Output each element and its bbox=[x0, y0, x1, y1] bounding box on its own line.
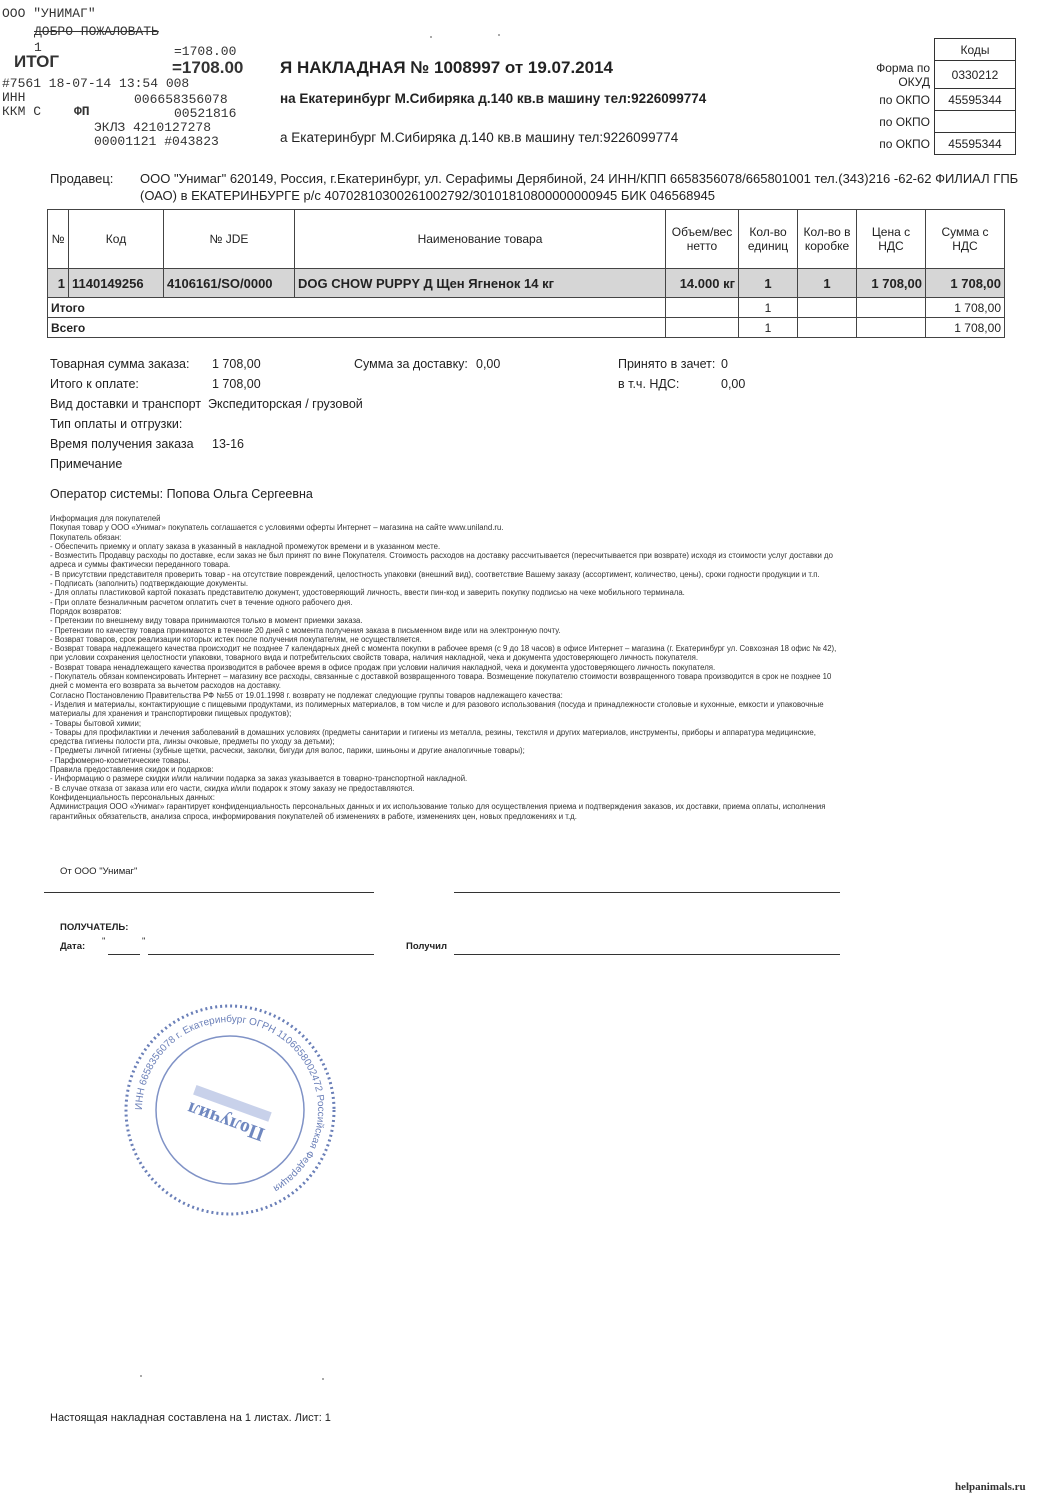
payment-type-label: Тип оплаты и отгрузки: bbox=[50, 417, 183, 431]
subtotal-row bbox=[48, 298, 1005, 318]
receipt-kkm: 00521816 bbox=[174, 106, 237, 121]
system-operator: Оператор системы: Попова Ольга Сергеевна bbox=[50, 487, 313, 501]
col-header-qty: Кол-во единиц bbox=[739, 210, 798, 269]
buyer-information bbox=[50, 514, 990, 821]
row-qty: 1 bbox=[739, 269, 798, 298]
info-line: - Покупатель обязан компенсировать Интернет – магазину все расходы, связанные с доставкой возвращенного товара. Возмещение покупателю стоимости возвращенного товара производится в срок не позднее 10 bbox=[50, 672, 832, 682]
okpo-label-3: по ОКПО bbox=[879, 136, 930, 151]
vat-label: в т.ч. НДС: bbox=[618, 377, 680, 391]
receipt-company: ООО "УНИМАГ" bbox=[2, 6, 96, 21]
info-line: - Возврат товара ненадлежащего качества производится в рабочее время в офисе продаж при условии наличия накладной, чека и документа удостоверяющего личность покупателя. bbox=[50, 662, 716, 672]
receipt-welcome: ДОБРО ПОЖАЛОВАТЬ bbox=[34, 24, 159, 39]
info-line: Конфиденциальность персональных данных: bbox=[50, 792, 215, 802]
watermark: helpanimals.ru bbox=[955, 1481, 1026, 1493]
subtotal-sum: 1 708,00 bbox=[926, 298, 1005, 318]
subtotal-label: Итого bbox=[48, 298, 666, 318]
sheet-count: Настоящая накладная составлена на 1 листах. Лист: 1 bbox=[50, 1412, 331, 1424]
col-header-no: № bbox=[48, 210, 69, 269]
row-code: 1140149256 bbox=[69, 269, 164, 298]
row-weight: 14.000 кг bbox=[666, 269, 739, 298]
info-line: дней с момента его возврата за вычетом расходов на доставку. bbox=[50, 681, 281, 691]
seal-outer-text: ИНН 6658356078 г. Екатеринбург ОГРН 1106658002472 Российская Федерация bbox=[133, 1013, 327, 1194]
receipt-eklz: ЭКЛЗ 4210127278 bbox=[94, 120, 212, 135]
receipt-total-label: ИТОГ bbox=[14, 52, 60, 71]
date-quote-close: " bbox=[142, 936, 146, 947]
subtotal-qty: 1 bbox=[739, 298, 798, 318]
col-header-code: Код bbox=[69, 210, 164, 269]
info-line: Правила предоставления скидок и подарков: bbox=[50, 765, 214, 775]
items-table bbox=[47, 209, 1005, 338]
date-quote-open: " bbox=[102, 936, 106, 947]
receipt-datetime: #7561 18-07-14 13:54 008 bbox=[2, 76, 190, 91]
info-line: Согласно Постановлению Правительства РФ №55 от 19.01.1998 г. возврату не подлежат следующие группы товаров надлежащего качества: bbox=[50, 690, 563, 700]
received-label: Получил bbox=[406, 941, 447, 952]
pickup-time-label: Время получения заказа bbox=[50, 437, 194, 451]
info-line: - Возместить Продавцу расходы по доставке, если заказ не был принят по вине Покупателя. Стоимость расходов на доставку рассчитывается (пересчитывается при возврате) исходя из стоимости услуг доставки до bbox=[50, 551, 833, 561]
received-line bbox=[454, 954, 840, 955]
okpo-label-1: по ОКПО bbox=[879, 92, 930, 107]
accepted-label: Принято в зачет: bbox=[618, 357, 716, 371]
receipt-qty: 1 bbox=[34, 40, 42, 55]
receipt-doc: 00001121 #043823 bbox=[94, 134, 219, 149]
date-day-line bbox=[108, 954, 140, 955]
info-line: Информация для покупателей bbox=[50, 514, 161, 523]
col-header-name: Наименование товара bbox=[295, 210, 666, 269]
signature-line-seller bbox=[44, 892, 374, 893]
delivery-type: Экспедиторская / грузовой bbox=[208, 397, 363, 411]
info-line: - Товары для профилактики и лечения заболеваний в домашних условиях (предметы санитарии и гигиены из металла, резины, текстиля и других материалов, инструменты, приборы и аппаратура медицинские, bbox=[50, 727, 816, 737]
accepted-value: 0 bbox=[721, 357, 728, 371]
row-no: 1 bbox=[48, 269, 69, 298]
info-line: Порядок возвратов: bbox=[50, 606, 122, 616]
payer-address: а Екатеринбург М.Сибиряка д.140 кв.в машину тел:9226099774 bbox=[280, 130, 679, 145]
delivery-type-label: Вид доставки и транспорт bbox=[50, 397, 202, 411]
info-line: - В присутствии представителя проверить товар - на отсутствие повреждений, целостность упаковки (внешний вид), соответствие Вашему заказу (ассортимент, количество, цены), сроки годности продукции и т.п. bbox=[50, 569, 820, 579]
receipt-inn-label: ИНН bbox=[2, 90, 26, 105]
document-title: Я НАКЛАДНАЯ № 1008997 от 19.07.2014 bbox=[280, 58, 613, 77]
codes-block bbox=[846, 38, 1016, 155]
okud-value: 0330212 bbox=[935, 61, 1016, 89]
col-header-price: Цена с НДС bbox=[857, 210, 926, 269]
total-sum: 1 708,00 bbox=[926, 318, 1005, 338]
total-qty: 1 bbox=[739, 318, 798, 338]
info-line: гарантийных обязательств, анализа спроса, информирования покупателей об изменениях в работе, изменениях цен, новых предложениях и т.д. bbox=[50, 811, 577, 821]
info-line: - Предметы личной гигиены (зубные щетки, расчески, заколки, бигуди для волос, парики, шиньоны и другие аналогичные товары); bbox=[50, 746, 525, 756]
signature-line-seller-name bbox=[454, 892, 840, 893]
from-company-label: От ООО "Унимаг" bbox=[60, 866, 138, 877]
info-line: - Информацию о размере скидки и/или наличии подарка за заказ указывается в товарно-транспортной накладной. bbox=[50, 774, 468, 784]
codes-heading: Коды bbox=[935, 39, 1016, 61]
seller-label: Продавец: bbox=[50, 171, 114, 186]
cash-receipt bbox=[0, 0, 270, 150]
delivery-sum-label: Сумма за доставку: bbox=[354, 357, 468, 371]
info-line: - Для оплаты пластиковой картой показать представителю документ, удостоверяющий личность, ввести пин-код и заверить покупку подписью на чеке мобильного терминала. bbox=[50, 588, 685, 598]
receipt-kkm-label: ККМ С bbox=[2, 104, 42, 119]
order-sum-label: Товарная сумма заказа: bbox=[50, 357, 190, 371]
okpo-value-3: 45595344 bbox=[935, 133, 1016, 155]
date-label: Дата: bbox=[60, 941, 86, 952]
col-header-box: Кол-во в коробке bbox=[798, 210, 857, 269]
info-line: Администрация ООО «Унимаг» гарантирует конфиденциальность персональных данных и их использование только для осуществления приема и подтверждения заказов, их доставки, приема оплаты, исполнения bbox=[50, 802, 826, 812]
receipt-inn: 006658356078 bbox=[134, 92, 228, 107]
row-name: DOG CHOW PUPPY Д Щен Ягненок 14 кг bbox=[295, 269, 666, 298]
delivery-address: на Екатеринбург М.Сибиряка д.140 кв.в машину тел:9226099774 bbox=[280, 91, 707, 106]
info-line: - Возврат товаров, срок реализации которых истек после получения покупателям, не осуществляется. bbox=[50, 634, 422, 644]
info-line: - Товары бытовой химии; bbox=[50, 718, 142, 728]
receipt-fp: ФП bbox=[74, 104, 90, 119]
okud-label: Форма по ОКУД bbox=[876, 60, 930, 89]
col-header-jde: № JDE bbox=[164, 210, 295, 269]
note-label: Примечание bbox=[50, 457, 123, 471]
order-sum: 1 708,00 bbox=[212, 357, 261, 371]
receipt-amount: =1708.00 bbox=[174, 44, 237, 59]
col-header-weight: Объем/вес нетто bbox=[666, 210, 739, 269]
info-line: при условии сохранения целостности упаковки, товарного вида и потребительских свойств товара, наличия накладной, чека и документа удостоверяющего личность покупателя. bbox=[50, 653, 699, 663]
table-row bbox=[48, 269, 1005, 298]
info-line: средства гигиены полости рта, линзы очковые, предметы по уходу за детьми); bbox=[50, 737, 335, 747]
total-label: Всего bbox=[48, 318, 666, 338]
row-price: 1 708,00 bbox=[857, 269, 926, 298]
total-row bbox=[48, 318, 1005, 338]
okpo-label-2: по ОКПО bbox=[879, 114, 930, 129]
info-line: - Парфюмерно-косметические товары. bbox=[50, 755, 191, 765]
to-pay-label: Итого к оплате: bbox=[50, 377, 139, 391]
info-line: - Обеспечить приемку и оплату заказа в указанный в накладной промежуток времени и в указанном месте. bbox=[50, 541, 441, 551]
info-line: - Подписать (заполнить) подтверждающие документы. bbox=[50, 579, 249, 589]
company-seal bbox=[120, 1000, 340, 1220]
okpo-value-2 bbox=[935, 111, 1016, 133]
to-pay-value: 1 708,00 bbox=[212, 377, 261, 391]
info-line: - Возврат товара надлежащего качества происходит не позднее 7 календарных дней с момента покупки в рабочее время (с 9 до 18 часов) в офисе Интернет – магазина (г. Екатеринбург ул. Совхозная 18 офис № 42), bbox=[50, 644, 837, 654]
info-line: Покупатель обязан: bbox=[50, 532, 122, 542]
info-line: - В случае отказа от заказа или его части, скидка и/или подарок к этому заказу не предоставляются. bbox=[50, 783, 415, 793]
row-sum: 1 708,00 bbox=[926, 269, 1005, 298]
receipt-total-value: =1708.00 bbox=[172, 58, 244, 77]
seal-inner-text: Получил bbox=[184, 1097, 268, 1146]
info-line: адреса и суммы фактически переданного товара. bbox=[50, 560, 231, 570]
vat-value: 0,00 bbox=[721, 377, 746, 391]
delivery-sum: 0,00 bbox=[476, 357, 501, 371]
info-line: Покупая товар у ООО «Унимаг» покупатель соглашается с условиями оферты Интернет – магазина на сайте www.uniland.ru. bbox=[50, 523, 504, 533]
info-line: - Претензии по качеству товара принимаются в течение 20 дней с момента получения заказа в письменном виде или на электронную почту. bbox=[50, 625, 561, 635]
seller-details: ООО "Унимаг" 620149, Россия, г.Екатеринбург, ул. Серафимы Дерябиной, 24 ИНН/КПП 6658356078/665801001 тел.(343)216 -62-62 ФИЛИАЛ ГПБ (ОАО) в ЕКАТЕРИНБУРГЕ р/с 40702810300261002792/30101810800000000945 БИК 046568945 bbox=[140, 171, 1019, 203]
pickup-time: 13-16 bbox=[212, 437, 244, 451]
info-line: материалы для хранения и транспортировки пищевых продуктов); bbox=[50, 709, 292, 719]
row-jde: 4106161/SO/0000 bbox=[164, 269, 295, 298]
row-box: 1 bbox=[798, 269, 857, 298]
info-line: - Претензии по внешнему виду товара принимаются только в момент приемки заказа. bbox=[50, 616, 363, 626]
date-line bbox=[148, 954, 374, 955]
info-line: - При оплате безналичным расчетом оплатить счет в течение одного рабочего дня. bbox=[50, 597, 353, 607]
recipient-label: ПОЛУЧАТЕЛЬ: bbox=[60, 922, 129, 933]
info-line: - Изделия и материалы, контактирующие с пищевыми продуктами, из полимерных материалов, в том числе и для разового использования (посуда и принадлежности столовые и кухонные, емкости и упаковочные bbox=[50, 699, 824, 709]
col-header-sum: Сумма с НДС bbox=[926, 210, 1005, 269]
okpo-value-1: 45595344 bbox=[935, 89, 1016, 111]
